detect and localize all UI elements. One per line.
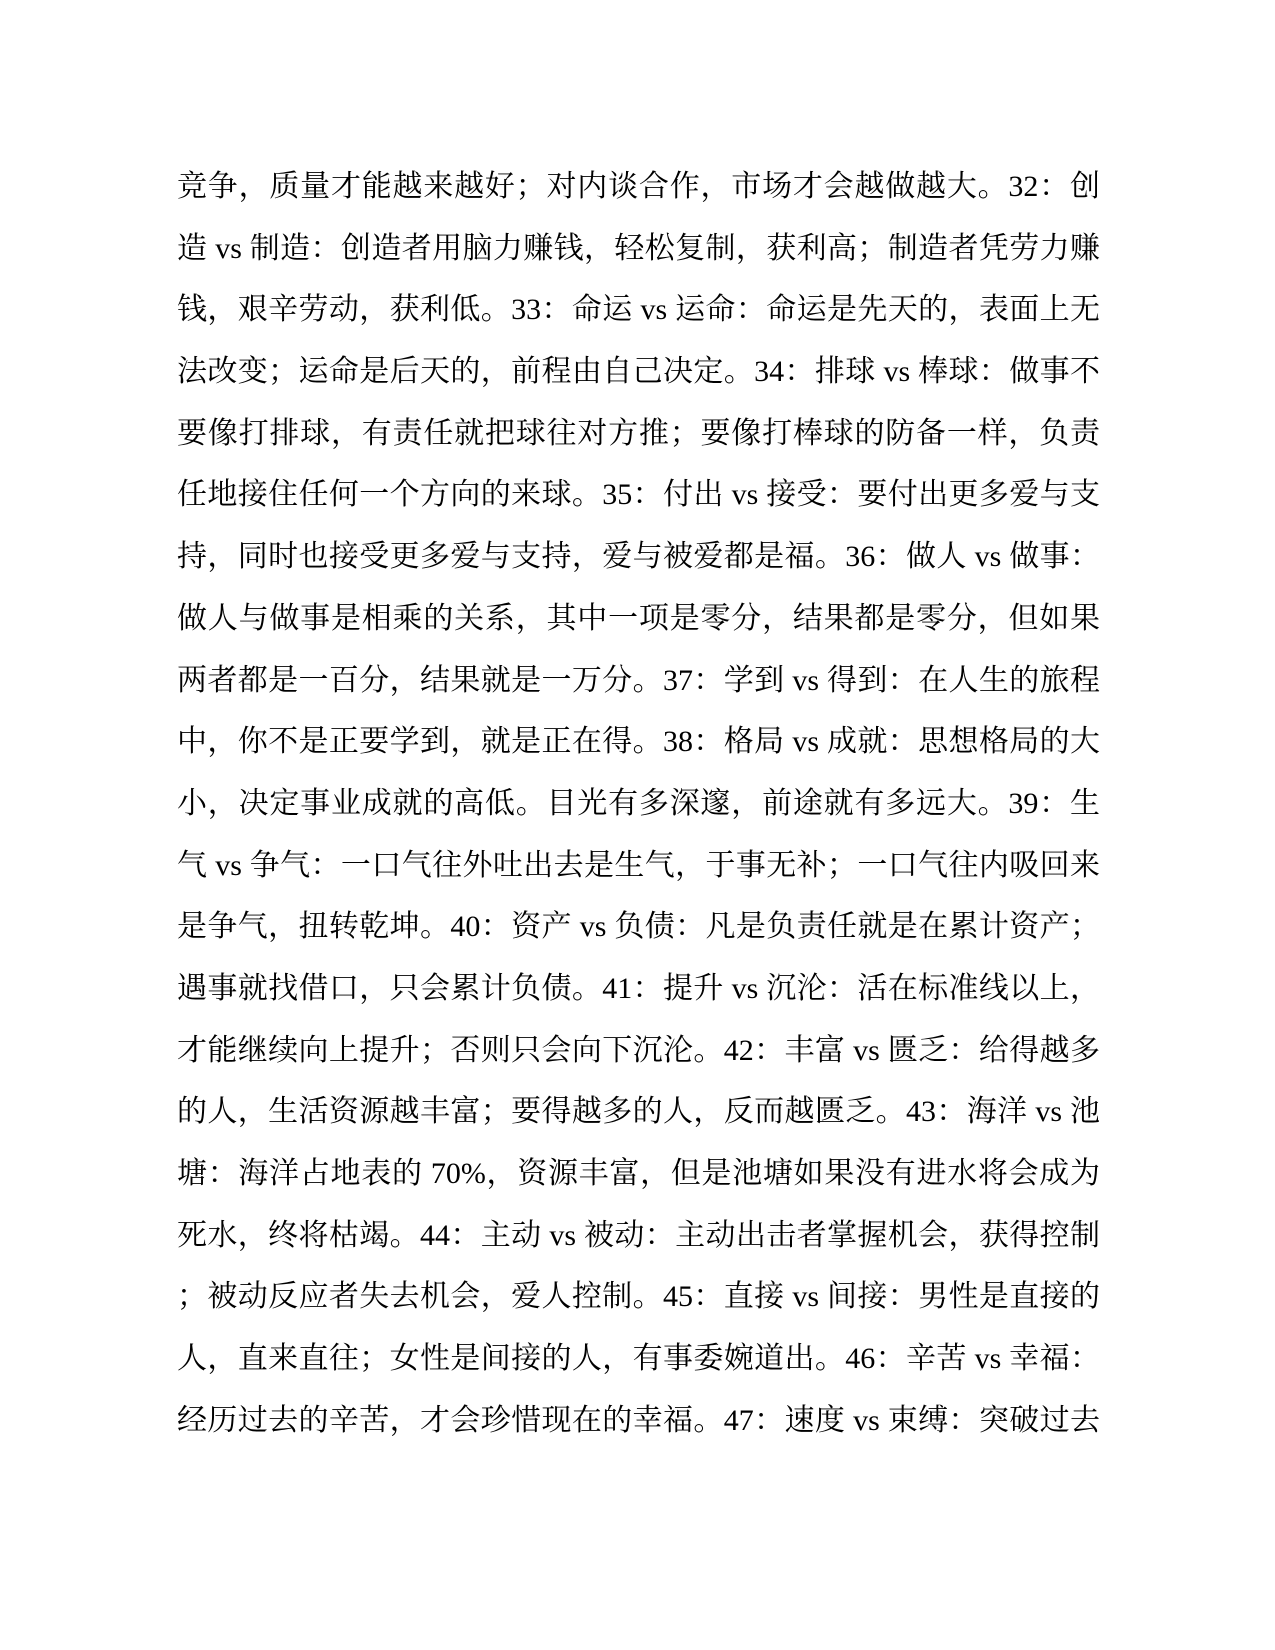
text-line: ；被动反应者失去机会，爱人控制。45：直接 vs 间接：男性是直接的 xyxy=(177,1280,1100,1314)
text-line: 经历过去的辛苦，才会珍惜现在的幸福。47：速度 vs 束缚：突破过去 xyxy=(177,1403,1100,1437)
text-line: 死水，终将枯竭。44：主动 vs 被动：主动出击者掌握机会，获得控制 xyxy=(177,1218,1100,1252)
text-line: 小，决定事业成就的高低。目光有多深邃，前途就有多远大。39：生 xyxy=(177,786,1100,820)
text-line: 要像打排球，有责任就把球往对方推；要像打棒球的防备一样，负责 xyxy=(177,416,1100,450)
text-line: 遇事就找借口，只会累计负债。41：提升 vs 沉沦：活在标准线以上， xyxy=(177,971,1100,1005)
text-line: 气 vs 争气：一口气往外吐出去是生气，于事无补；一口气往内吸回来 xyxy=(177,848,1100,882)
text-line: 造 vs 制造：创造者用脑力赚钱，轻松复制，获利高；制造者凭劳力赚 xyxy=(177,231,1100,265)
text-line: 持，同时也接受更多爱与支持，爱与被爱都是福。36：做人 vs 做事： xyxy=(177,540,1100,574)
text-line: 任地接住任何一个方向的来球。35：付出 vs 接受：要付出更多爱与支 xyxy=(177,478,1100,512)
text-line: 人，直来直往；女性是间接的人，有事委婉道出。46：辛苦 vs 幸福： xyxy=(177,1342,1100,1376)
text-line: 两者都是一百分，结果就是一万分。37：学到 vs 得到：在人生的旅程 xyxy=(177,663,1100,697)
body-text-block xyxy=(177,156,1100,1451)
text-line: 竞争，质量才能越来越好；对内谈合作，市场才会越做越大。32：创 xyxy=(177,170,1100,203)
text-line: 中，你不是正要学到，就是正在得。38：格局 vs 成就：思想格局的大 xyxy=(177,725,1100,759)
text-line: 塘：海洋占地表的 70%，资源丰富，但是池塘如果没有进水将会成为 xyxy=(177,1157,1100,1190)
text-line: 做人与做事是相乘的关系，其中一项是零分，结果都是零分，但如果 xyxy=(177,601,1100,635)
text-line: 钱，艰辛劳动，获利低。33：命运 vs 运命：命运是先天的，表面上无 xyxy=(177,293,1100,327)
text-line: 才能继续向上提升；否则只会向下沉沦。42：丰富 vs 匮乏：给得越多 xyxy=(177,1033,1100,1067)
text-line: 是争气，扭转乾坤。40：资产 vs 负债：凡是负责任就是在累计资产； xyxy=(177,910,1100,944)
text-line: 法改变；运命是后天的，前程由自己决定。34：排球 vs 棒球：做事不 xyxy=(177,355,1100,389)
text-line: 的人，生活资源越丰富；要得越多的人，反而越匮乏。43：海洋 vs 池 xyxy=(177,1095,1100,1129)
